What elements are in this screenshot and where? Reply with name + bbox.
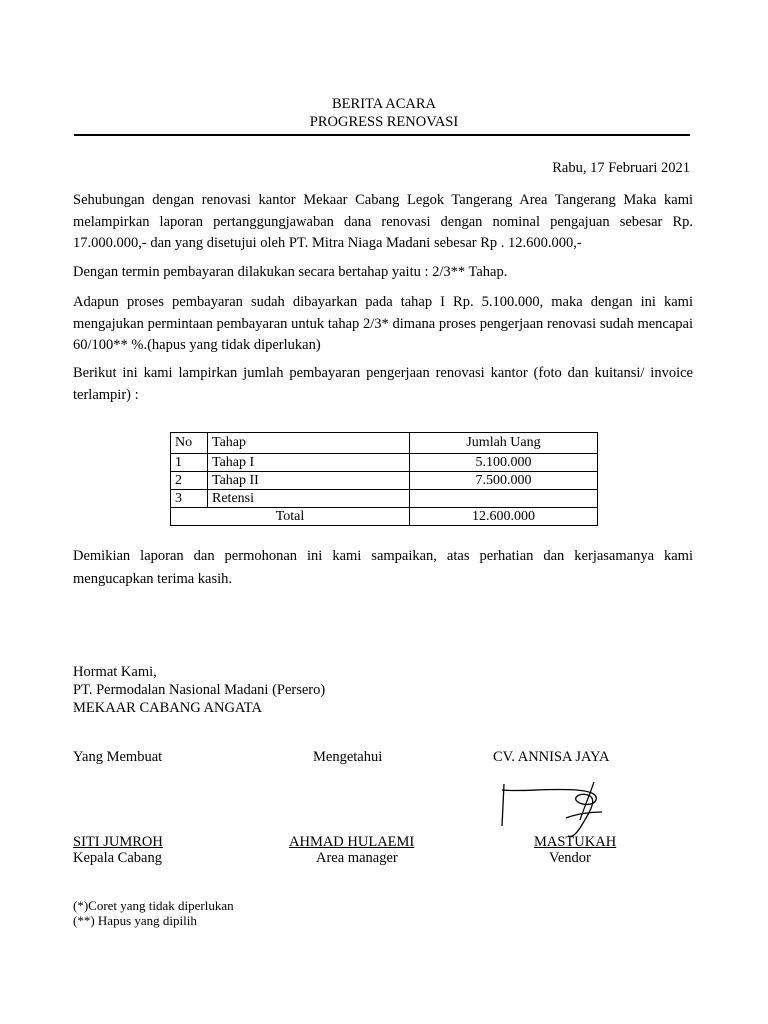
signatory-name-vendor: MASTUKAH bbox=[534, 834, 617, 850]
table-total-row bbox=[171, 508, 598, 526]
sender-company: PT. Permodalan Nasional Madani (Persero) bbox=[73, 682, 326, 698]
cell-no: 2 bbox=[171, 472, 208, 490]
column-header-tahap: Tahap bbox=[208, 433, 410, 454]
sender-branch: MEKAAR CABANG ANGATA bbox=[73, 700, 262, 716]
document-title: BERITA ACARA bbox=[332, 96, 436, 112]
role-vendor: CV. ANNISA JAYA bbox=[493, 749, 610, 765]
signatory-title-vendor: Vendor bbox=[549, 850, 591, 866]
cell-no: 3 bbox=[171, 490, 208, 508]
total-amount: 12.600.000 bbox=[410, 508, 598, 526]
footnote-1: (*)Coret yang tidak diperlukan bbox=[73, 898, 234, 913]
cell-amount: 7.500.000 bbox=[410, 472, 598, 490]
paragraph-termin: Dengan termin pembayaran dilakukan secara bertahap yaitu : 2/3** Tahap. bbox=[73, 264, 508, 280]
signatory-name-acknowledger: AHMAD HULAEMI bbox=[289, 834, 415, 850]
cell-tahap: Tahap II bbox=[208, 472, 410, 490]
signatory-title-acknowledger: Area manager bbox=[316, 850, 398, 866]
role-creator: Yang Membuat bbox=[73, 749, 163, 765]
table-header-row bbox=[171, 433, 598, 454]
role-acknowledger: Mengetahui bbox=[313, 749, 383, 765]
sender-greeting: Hormat Kami, bbox=[73, 664, 157, 680]
table-row bbox=[171, 490, 598, 508]
cell-amount: 5.100.000 bbox=[410, 454, 598, 472]
total-label: Total bbox=[171, 508, 410, 526]
column-header-no: No bbox=[171, 433, 208, 454]
cell-tahap: Tahap I bbox=[208, 454, 410, 472]
signatory-title-creator: Kepala Cabang bbox=[73, 850, 162, 866]
cell-no: 1 bbox=[171, 454, 208, 472]
header-divider bbox=[74, 134, 690, 136]
payment-table bbox=[170, 432, 598, 526]
signatory-name-creator: SITI JUMROH bbox=[73, 834, 163, 850]
column-header-amount: Jumlah Uang bbox=[410, 433, 598, 454]
document-date: Rabu, 17 Februari 2021 bbox=[552, 160, 690, 176]
table-row bbox=[171, 454, 598, 472]
paragraph-attachment: Berikut ini kami lampirkan jumlah pembayaran pengerjaan renovasi kantor (foto dan kuitansi/ invoice terlampir) : bbox=[73, 365, 693, 403]
cell-tahap: Retensi bbox=[208, 490, 410, 508]
paragraph-intro: Sehubungan dengan renovasi kantor Mekaar Cabang Legok Tangerang Area Tangerang Maka kami melampirkan laporan pertanggungjawaban dana renovasi dengan nominal pengajuan sebesar Rp. 17.000.000,- dan yang disetujui oleh PT. Mitra Niaga Madani sebesar Rp . 12.600.000,- bbox=[73, 192, 693, 251]
table-row bbox=[171, 472, 598, 490]
footnote-2: (**) Hapus yang dipilih bbox=[73, 913, 197, 928]
cell-amount bbox=[410, 490, 598, 508]
paragraph-progress: Adapun proses pembayaran sudah dibayarkan pada tahap I Rp. 5.100.000, maka dengan ini kami mengajukan permintaan pembayaran untuk tahap 2/3* dimana proses pengerjaan renovasi sudah mencapai 60/100** %.(hapus yang tidak diperlukan) bbox=[73, 294, 693, 353]
paragraph-closing: Demikian laporan dan permohonan ini kami sampaikan, atas perhatian dan kerjasamanya kami mengucapkan terima kasih. bbox=[73, 548, 693, 587]
document-subtitle: PROGRESS RENOVASI bbox=[309, 114, 459, 130]
